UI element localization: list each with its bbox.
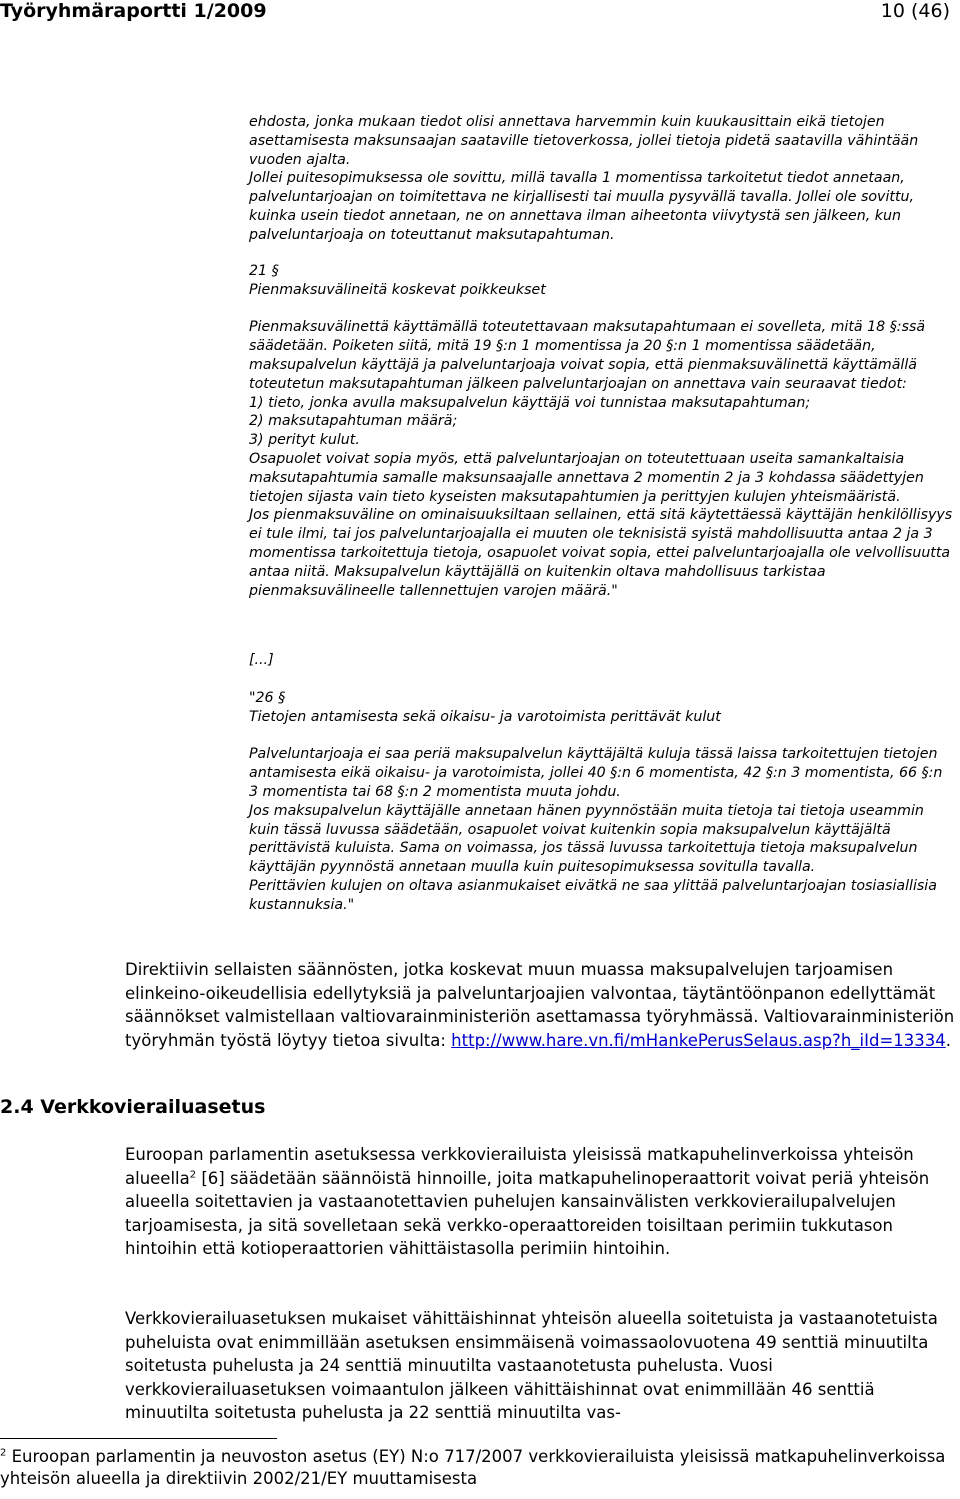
- document-title: Työryhmäraportti 1/2009: [0, 0, 267, 22]
- info-link[interactable]: http://www.hare.vn.fi/mHankePerusSelaus.asp?h_iId=13334: [451, 1030, 946, 1050]
- body-paragraph-3: [125, 1307, 957, 1425]
- period: .: [945, 1030, 952, 1050]
- body-text: Direktiivin sellaisten säännösten, jotka koskevat muun muassa maksupalvelujen tarjoamisen elinkeino-oikeudellisia edellytyksiä ja palveluntarjoajien valvontaa, täytäntöönpanon edellyttämät säännökset valmistellaan valtiovarainministeriön asettamassa työryhmässä. Valtiovarainministeriön työryhmän työstä löytyy tietoa sivulta:: [125, 960, 955, 1050]
- quote-paragraph: Jos maksupalvelun käyttäjälle annetaan hänen pyynnöstään muita tietoja tai tietoja useammin kuin tässä luvussa säädetään, osapuolet voivat kuitenkin sopia maksupalvelun käyttäjältä perittävistä kuluista. Sama on voimassa, jos tässä luvussa tarkoitettuja tietoja maksupalvelun käyttäjän pyynnöstä annetaan muulla kuin puitesopimuksessa sovitulla tavalla.: [249, 802, 924, 876]
- body-paragraph-2: [125, 1143, 957, 1261]
- quote-paragraph: Pienmaksuvälinettä käyttämällä toteutettavaan maksutapahtumaan ei sovelleta, mitä 18 §:ssä säädetään. Poiketen siitä, mitä 19 §:n 1 momentissa ja 20 §:n 1 momentissa säädetään, maksupalvelun käyttäjä ja palveluntarjoaja voivat sopia, että pienmaksuvälinettä käyttämällä toteutetun maksutapahtuman jälkeen palveluntarjoajan on annettava vain seuraavat tiedot:: [249, 319, 926, 392]
- section-number: "26 §: [249, 690, 286, 706]
- footnote-text: Euroopan parlamentin ja neuvoston asetus (EY) N:o 717/2007 verkkovierailuista yleisissä matkapuhelinverkoissa yhteisön alueella ja direktiivin 2002/21/EY muuttamisesta: [0, 1447, 946, 1488]
- ellipsis: [...]: [249, 652, 274, 668]
- footnote-ref[interactable]: 2: [189, 1169, 197, 1181]
- section-number: 21 §: [249, 263, 279, 279]
- footnote-divider: [0, 1438, 277, 1439]
- quote-paragraph: Jollei puitesopimuksessa ole sovittu, millä tavalla 1 momentissa tarkoitetut tiedot annetaan, palveluntarjoajan on toimitettava ne kirjallisesti tai muulla pysyvällä tavalla. Jollei ole sovittu, kuinka usein tiedot annetaan, ne on annettava ilman aiheetonta viivytystä sen jälkeen, kun palveluntarjoaja on toteuttanut maksutapahtuman.: [249, 170, 915, 243]
- page-number: 10 (46): [880, 0, 950, 22]
- body-paragraph-1: [125, 958, 957, 1052]
- quote-paragraph: Perittävien kulujen on oltava asianmukaiset eivätkä ne saa ylittää palveluntarjoajan tosiasiallisia kustannuksia.": [249, 877, 937, 913]
- quote-paragraph: Jos pienmaksuväline on ominaisuuksiltaan sellainen, että sitä käytettäessä käyttäjän henkilöllisyys ei tule ilmi, tai jos palveluntarjoajalla ei muuten ole teknisistä syistä mahdollisuutta antaa 2 ja 3 momentissa tarkoitettuja tietoja, osapuolet voivat sopia, ettei palveluntarjoajalla ole velvollisuutta antaa niitä. Maksupalvelun käyttäjällä on kuitenkin oltava mahdollisuus tarkistaa pienmaksuvälineelle tallennettujen varojen määrä.": [249, 507, 953, 599]
- quote-paragraph: Osapuolet voivat sopia myös, että palveluntarjoajan on toteutettuaan useita samankaltaisia maksutapahtumia samalle maksunsaajalle annettava 2 momentin 2 ja 3 kohdassa säädettyjen tietojen sijasta vain tieto kyseisten maksutapahtumien ja perittyjen kulujen yhteismääristä.: [249, 450, 924, 505]
- quoted-law-text-top: [249, 113, 954, 245]
- section-heading: 2.4 Verkkovierailuasetus: [0, 1096, 266, 1118]
- list-item: 1) tieto, jonka avulla maksupalvelun käyttäjä voi tunnistaa maksutapahtuman;: [249, 394, 811, 411]
- section-26: [249, 689, 954, 915]
- body-text: Euroopan parlamentin asetuksessa verkkovierailuista yleisissä matkapuhelinverkoissa yhteisön alueella: [125, 1145, 914, 1188]
- quote-paragraph: Palveluntarjoaja ei saa periä maksupalvelun käyttäjältä kuluja tässä laissa tarkoitettujen tietojen antamisesta eikä oikaisu- ja varotoimista, jollei 40 §:n 6 momentista, 42 §:n 3 momentista, 66 §:n 3 momentista tai 68 §:n 2 momentista muuta johdu.: [249, 746, 943, 800]
- body-text: Verkkovierailuasetuksen mukaiset vähittäishinnat yhteisön alueella soitetuista ja vastaanotetuista puheluista ovat enimmillään asetuksen ensimmäisenä voimassaolovuotena 49 senttiä minuutilta soitetusta puhelusta ja 24 senttiä minuutilta vastaanotetusta puhelusta. Vuosi verkkovierailuasetuksen voimaantulon jälkeen vähittäishinnat ovat enimmillään 46 senttiä minuutilta soitetusta puhelusta ja 22 senttiä minuutilta vas-: [125, 1309, 938, 1423]
- section-title: Pienmaksuvälineitä koskevat poikkeukset: [249, 281, 546, 298]
- body-text: [6] säädetään säännöistä hinnoille, joita matkapuhelinoperaattorit voivat periä yhteisön alueella soitettavien ja vastaanotettavien puhelujen kansainvälisten verkkovierailupalvelujen tarjoamisesta, ja sitä sovelletaan sekä verkko-operaattoreiden toisiltaan perimiin tukkutason hintoihin että kotioperaattorien vähittäistasolla perimiin hintoihin.: [125, 1168, 930, 1259]
- footnote-marker: 2: [0, 1447, 7, 1459]
- list-item: 3) perityt kulut.: [249, 432, 360, 449]
- section-21: [249, 262, 954, 600]
- footnote: [0, 1446, 958, 1490]
- section-title: Tietojen antamisesta sekä oikaisu- ja varotoimista perittävät kulut: [249, 708, 721, 725]
- list-item: 2) maksutapahtuman määrä;: [249, 413, 458, 430]
- quote-paragraph: ehdosta, jonka mukaan tiedot olisi annettava harvemmin kuin kuukausittain eikä tietojen asettamisesta maksunsaajan saataville tietoverkossa, jollei tietoja pidetä saatavilla vähintään vuoden ajalta.: [249, 114, 919, 168]
